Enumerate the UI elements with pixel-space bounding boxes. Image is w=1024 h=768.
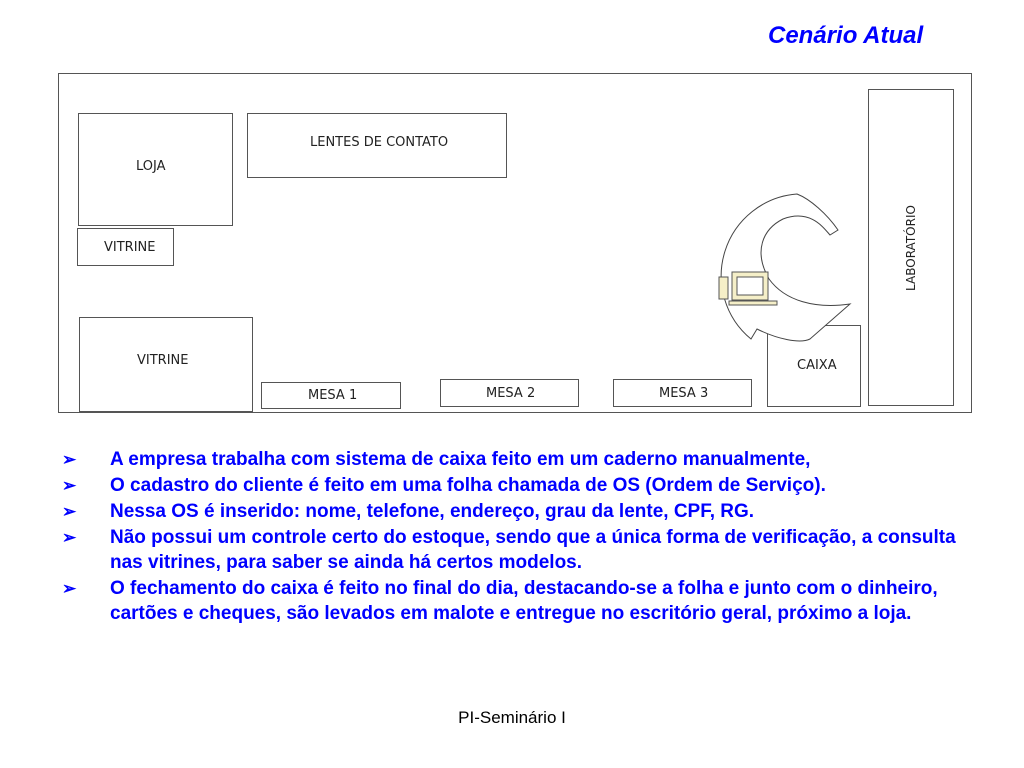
room-vitrine-small (77, 228, 174, 266)
room-mesa-1 (261, 382, 401, 409)
room-caixa-label: CAIXA (797, 358, 837, 373)
room-vitrine-small-label: VITRINE (104, 240, 156, 255)
bullet-text: Nessa OS é inserido: nome, telefone, endereço, grau da lente, CPF, RG. (110, 501, 755, 522)
room-vitrine-large (79, 317, 253, 412)
bullet-text: O cadastro do cliente é feito em uma folha chamada de OS (Ordem de Serviço). (110, 475, 826, 496)
page-title: Cenário Atual (768, 22, 924, 49)
room-mesa-3 (613, 379, 752, 407)
arrow-bullet-icon: ➢ (62, 579, 77, 598)
room-mesa-3-label: MESA 3 (659, 386, 709, 401)
room-loja-label: LOJA (136, 159, 166, 174)
footer-label: PI-Seminário I (458, 708, 566, 727)
bullet-text: O fechamento do caixa é feito no final do dia, destacando-se a folha e junto com o dinheiro, cartões e cheques, são levados em malote e entregue no escritório geral, próximo a loja. (110, 578, 938, 624)
list-item (62, 447, 982, 472)
curved-desk-shape (721, 194, 850, 341)
room-laboratorio-label: LABORATÓRIO (904, 204, 918, 291)
bullet-text: Não possui um controle certo do estoque, sendo que a única forma de verificação, a consulta nas vitrines, para saber se ainda há certos modelos. (110, 527, 956, 573)
bullet-list (62, 447, 982, 627)
room-laboratorio (868, 89, 954, 406)
curved-desk (705, 189, 865, 349)
arrow-bullet-icon: ➢ (62, 450, 77, 469)
room-vitrine-large-label: VITRINE (137, 353, 189, 368)
list-item (62, 473, 982, 498)
floor-plan (58, 73, 972, 413)
room-lentes-de-contato (247, 113, 507, 178)
bullet-text: A empresa trabalha com sistema de caixa feito em um caderno manualmente, (110, 449, 811, 470)
list-item (62, 499, 982, 524)
list-item (62, 576, 982, 626)
room-lentes-label: LENTES DE CONTATO (310, 135, 449, 150)
arrow-bullet-icon: ➢ (62, 502, 77, 521)
room-mesa-2 (440, 379, 579, 407)
arrow-bullet-icon: ➢ (62, 528, 77, 547)
list-item (62, 525, 982, 575)
room-loja (78, 113, 233, 226)
room-mesa-1-label: MESA 1 (308, 388, 358, 403)
arrow-bullet-icon: ➢ (62, 476, 77, 495)
room-mesa-2-label: MESA 2 (486, 386, 536, 401)
